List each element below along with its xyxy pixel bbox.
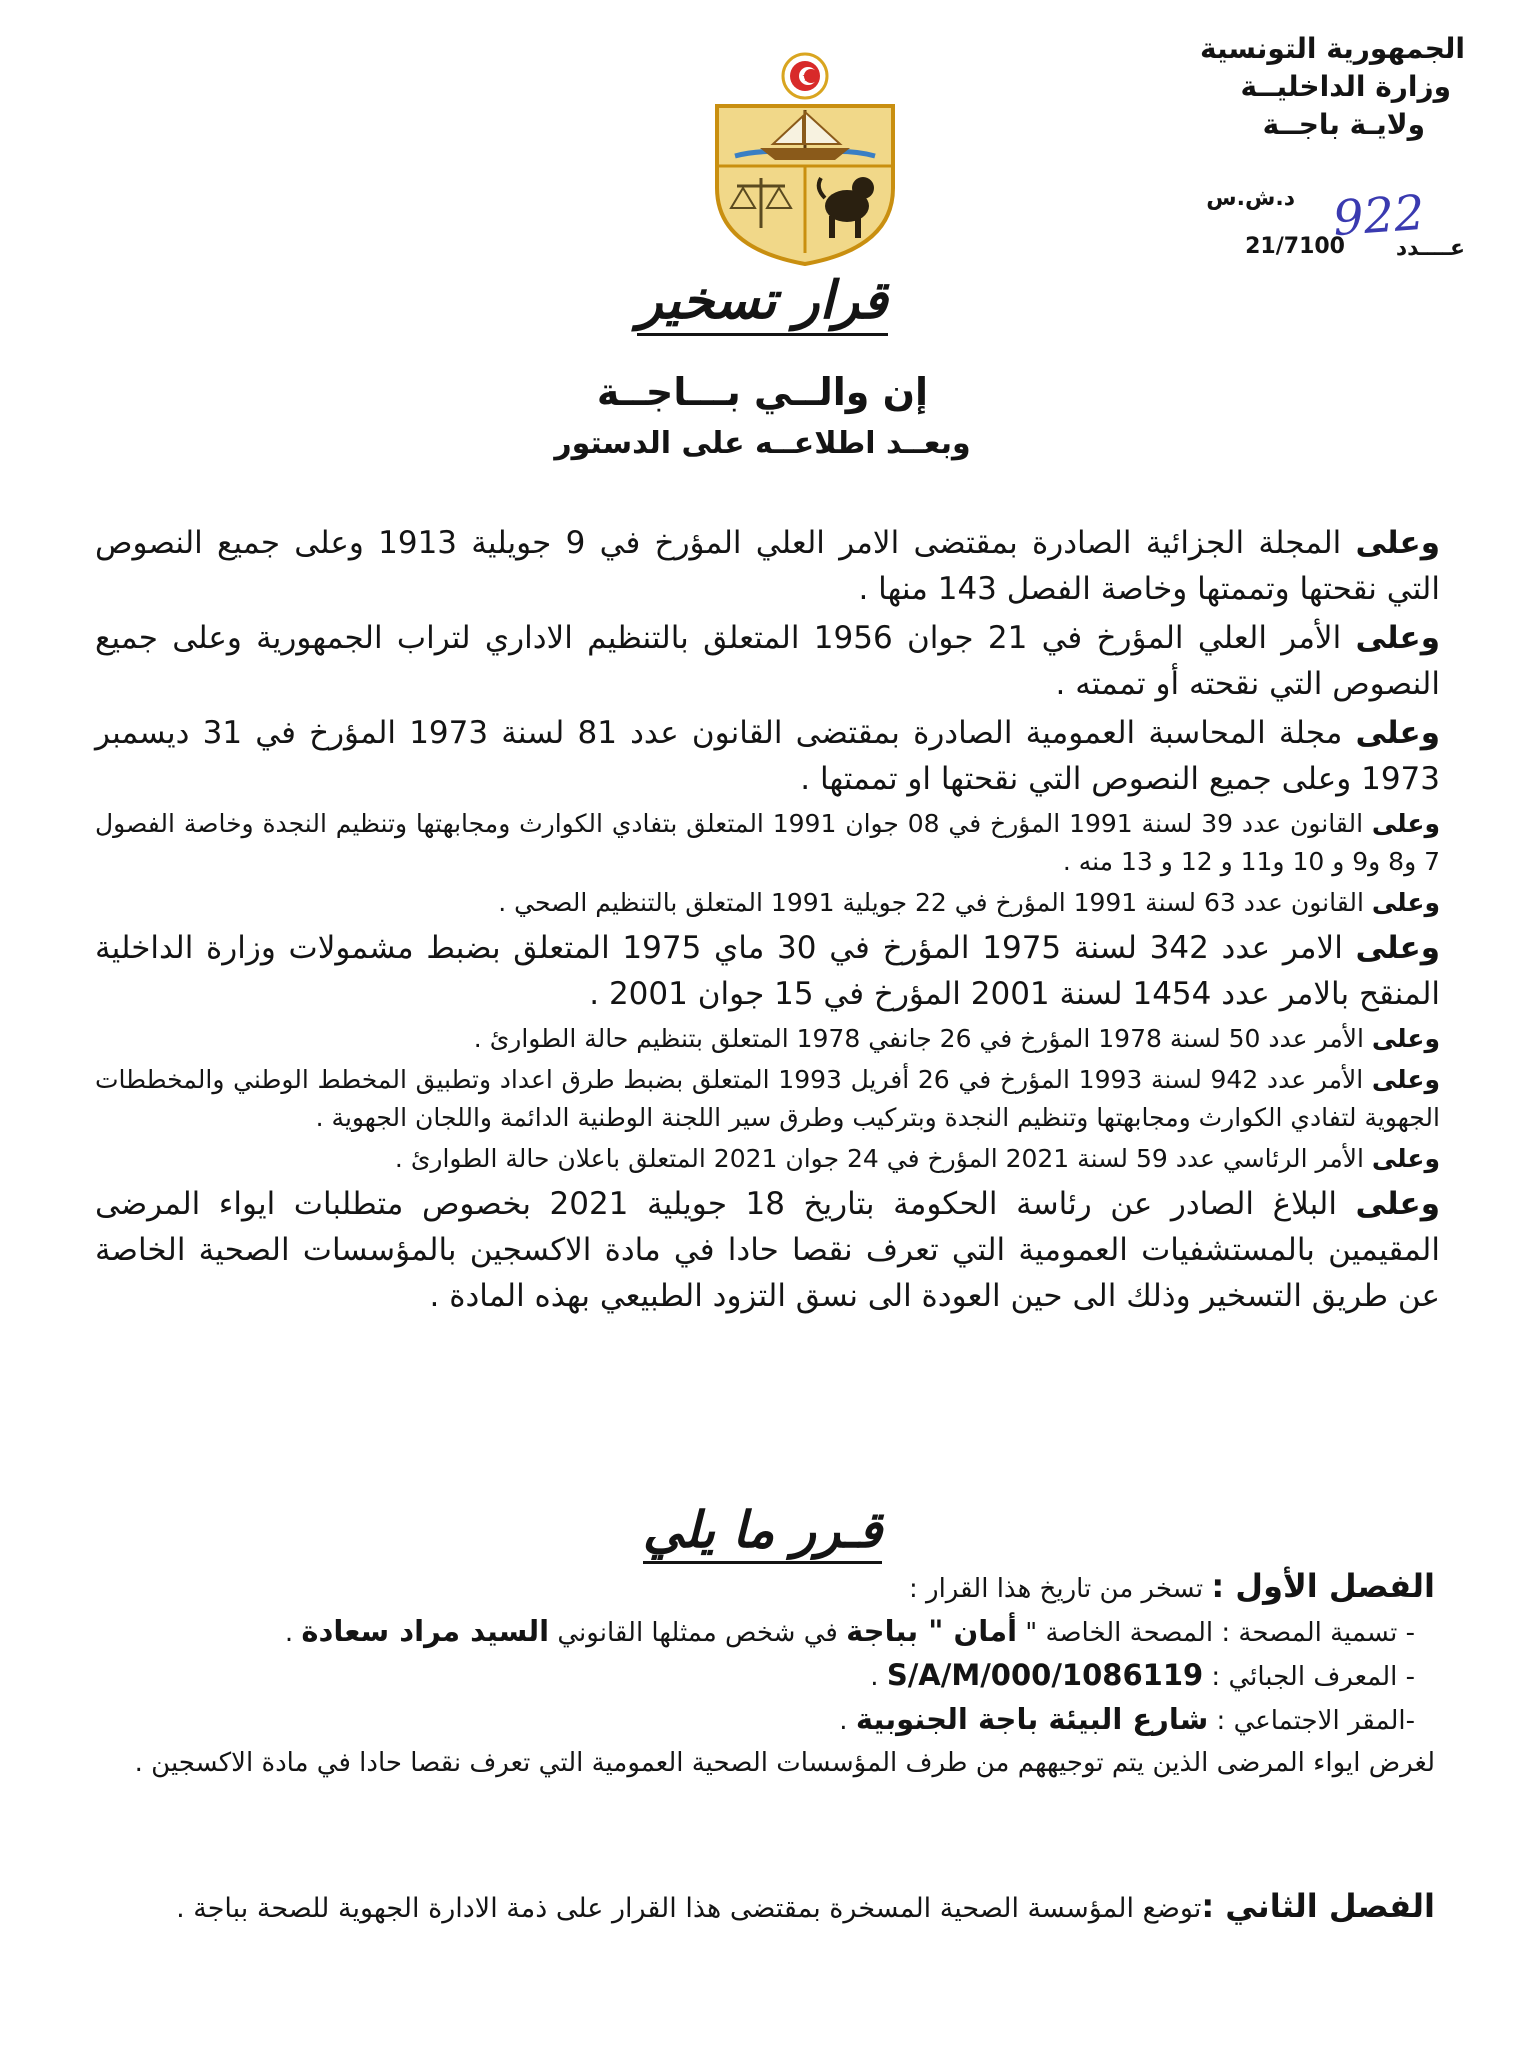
constitution-line: وبعــد اطلاعــه على الدستور (554, 426, 971, 461)
preamble-clause (95, 1181, 1440, 1319)
clause-lead: وعلى (1371, 1024, 1440, 1053)
decree-title (0, 1500, 1525, 1559)
clause-text: البلاغ الصادر عن رئاسة الحكومة بتاريخ 18 جويلية 2021 بخصوص متطلبات ايواء المرضى المقيمين بالمستشفيات العمومية التي تعرف نقصا حادا في مادة الاكسجين بالمؤسسات الصحية الخاصة عن طريق التسخير وذلك الى حين العودة الى نسق التزود الطبيعي بهذه المادة . (95, 1186, 1440, 1314)
clause-text: القانون عدد 39 لسنة 1991 المؤرخ في 08 جوان 1991 المتعلق بتفادي الكوارث ومجابهتها وتنظيم النجدة وخاصة الفصول 7 و8 و9 و 10 و11 و 12 و 13 منه . (95, 809, 1440, 876)
address-line (90, 1698, 1435, 1742)
ministry-name: وزارة الداخليــة (1240, 70, 1451, 103)
article-2 (90, 1878, 1435, 1937)
preamble-clause (95, 805, 1440, 881)
representative-name: السيد مراد سعادة (301, 1614, 550, 1648)
clause-lead: وعلى (1355, 930, 1441, 966)
preamble-clause (95, 615, 1440, 707)
preamble-clause (95, 1020, 1440, 1058)
document-title (0, 270, 1525, 331)
clause-lead: وعلى (1371, 1144, 1440, 1173)
clause-text: الأمر الرئاسي عدد 59 لسنة 2021 المؤرخ في 24 جوان 2021 المتعلق باعلان حالة الطوارئ . (394, 1144, 1372, 1173)
tax-id-value: 1086119/S/A/M/000 (886, 1658, 1204, 1692)
reference-label: عــــدد (1395, 236, 1465, 261)
line-end: . (870, 1662, 887, 1692)
handwritten-reference-number: 922 (1331, 184, 1427, 248)
preamble-clause (95, 925, 1440, 1017)
preamble-clause (95, 1061, 1440, 1137)
clause-lead: وعلى (1371, 809, 1440, 838)
clause-text: الأمر العلي المؤرخ في 21 جوان 1956 المتعلق بالتنظيم الاداري لتراب الجمهورية وعلى جميع النصوص التي نقحته أو تممته . (95, 620, 1440, 702)
address-value: شارع البيئة باجة الجنوبية (855, 1702, 1209, 1736)
article-1-title: الفصل الأول : (1211, 1567, 1435, 1605)
address-label: -المقر الاجتماعي : (1208, 1706, 1415, 1736)
clause-lead: وعلى (1355, 1186, 1440, 1222)
clause-text: مجلة المحاسبة العمومية الصادرة بمقتضى القانون عدد 81 لسنة 1973 المؤرخ في 31 ديسمبر 1973 وعلى جميع النصوص التي نقحتها او تممتها . (95, 715, 1440, 797)
clause-lead: وعلى (1355, 525, 1440, 561)
governor-line: إن والــي بـــاجــة (596, 370, 929, 414)
line-end: . (839, 1706, 856, 1736)
preamble-clause (95, 710, 1440, 802)
tunisia-coat-of-arms-icon (705, 48, 905, 268)
line-end: . (284, 1618, 302, 1648)
preamble (95, 520, 1440, 1322)
tax-id-label: - المعرف الجبائي : (1203, 1662, 1415, 1692)
clause-lead: وعلى (1355, 715, 1440, 751)
clause-text: المجلة الجزائية الصادرة بمقتضى الامر العلي المؤرخ في 9 جويلية 1913 وعلى جميع النصوص التي نقحتها وتممتها وخاصة الفصل 143 منها . (95, 525, 1440, 607)
clinic-name-line (90, 1610, 1435, 1654)
letterhead (1165, 30, 1465, 144)
governorate-name: ولايـة باجــة (1262, 108, 1425, 141)
tax-id-line (90, 1654, 1435, 1698)
article-1-purpose: لغرض ايواء المرضى الذين يتم توجيههم من طرف المؤسسات الصحية العمومية التي تعرف نقصا حادا في مادة الاكسجين . (134, 1748, 1435, 1778)
clause-text: الامر عدد 342 لسنة 1975 المؤرخ في 30 ماي 1975 المتعلق بضبط مشمولات وزارة الداخلية المنقح بالامر عدد 1454 لسنة 2001 المؤرخ في 15 جوان 2001 . (95, 930, 1440, 1012)
reference-department: د.ش.س (1206, 186, 1295, 211)
article-2-text: توضع المؤسسة الصحية المسخرة بمقتضى هذا القرار على ذمة الادارة الجهوية للصحة بباجة . (176, 1893, 1202, 1924)
article-1-intro: تسخر من تاريخ هذا القرار : (908, 1574, 1212, 1604)
article-1 (90, 1565, 1435, 1784)
clause-lead: وعلى (1355, 620, 1440, 656)
representative-label: في شخص ممثلها القانوني (549, 1618, 847, 1648)
country-name: الجمهورية التونسية (1200, 32, 1465, 65)
preamble-clause (95, 1140, 1440, 1178)
preamble-clause (95, 884, 1440, 922)
clinic-name: أمان " بباجة (846, 1614, 1018, 1648)
clause-text: الأمر عدد 942 لسنة 1993 المؤرخ في 26 أفريل 1993 المتعلق بضبط طرق اعداد وتطبيق المخطط الوطني والمخططات الجهوية لتفادي الكوارث ومجابهتها وتنظيم النجدة وبتركيب وطرق سير اللجنة الوطنية الدائمة واللجان الجهوية . (95, 1065, 1440, 1132)
clause-lead: وعلى (1371, 888, 1440, 917)
clause-lead: وعلى (1371, 1065, 1440, 1094)
clause-text: القانون عدد 63 لسنة 1991 المؤرخ في 22 جويلية 1991 المتعلق بالتنظيم الصحي . (498, 888, 1372, 917)
decree-title-text: قـرر ما يلي (643, 1500, 882, 1564)
clause-text: الأمر عدد 50 لسنة 1978 المؤرخ في 26 جانفي 1978 المتعلق بتنظيم حالة الطوارئ . (473, 1024, 1372, 1053)
clinic-name-label: - تسمية المصحة : المصحة الخاصة " (1017, 1618, 1415, 1648)
reference-number: 21/7100 (1245, 234, 1345, 259)
document-title-text: قرار تسخير (637, 270, 887, 336)
article-1-heading (90, 1565, 1435, 1610)
article-2-title: الفصل الثاني : (1201, 1887, 1435, 1925)
preamble-clause (95, 520, 1440, 612)
